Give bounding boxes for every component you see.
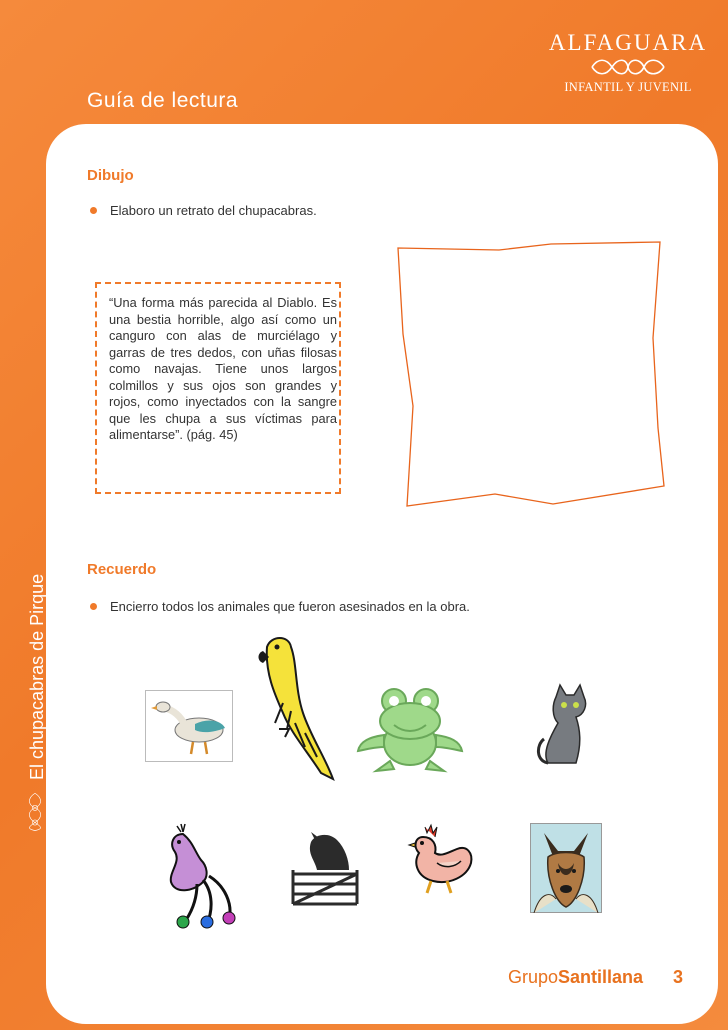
- page-number: 3: [673, 967, 684, 987]
- brand-ornament-icon: [588, 56, 668, 78]
- dibujo-instruction-text: Elaboro un retrato del chupacabras.: [110, 203, 317, 218]
- recuerdo-instruction-text: Encierro todos los animales que fueron asesinados en la obra.: [110, 599, 470, 614]
- dibujo-instruction: [90, 203, 317, 218]
- drawing-frame[interactable]: [395, 240, 667, 516]
- brand-subtitle: INFANTIL Y JUVENIL: [564, 80, 692, 94]
- horse-image[interactable]: [289, 830, 361, 906]
- section-heading-recuerdo: Recuerdo: [87, 561, 157, 578]
- section-heading-dibujo: Dibujo: [87, 167, 134, 184]
- quote-box: [95, 282, 341, 494]
- bullet-icon: [90, 207, 97, 214]
- parrot-image[interactable]: [255, 633, 337, 785]
- hen-image[interactable]: [407, 823, 477, 897]
- publisher-logo: [508, 967, 643, 988]
- dog-image[interactable]: [530, 823, 602, 913]
- peacock-image[interactable]: [163, 820, 247, 934]
- bullet-icon: [90, 603, 97, 610]
- goose-image[interactable]: [145, 690, 233, 762]
- quote-text: “Una forma más parecida al Diablo. Es una bestia horrible, algo así como un canguro con alas de murciélago y garras de tres dedos, con uñas filosas como navajas. Tiene unos largos colmillos y sus ojos son grandes y rojos, como inyectados con la sangre que les chupa a sus víctimas para alimentarse”. (pág. 45): [109, 295, 337, 442]
- alfaguara-logo: [548, 30, 708, 95]
- publisher-name: Santillana: [558, 967, 644, 987]
- sidebar-ornament-icon: [2, 790, 68, 920]
- book-title-vertical: El chupacabras de Pirque: [27, 573, 47, 780]
- page-title: Guía de lectura: [87, 89, 239, 112]
- frog-image[interactable]: [354, 685, 466, 775]
- brand-name: ALFAGUARA: [548, 30, 708, 55]
- publisher-prefix: Grupo: [508, 967, 559, 987]
- cat-image[interactable]: [530, 683, 600, 767]
- recuerdo-instruction: [90, 599, 470, 614]
